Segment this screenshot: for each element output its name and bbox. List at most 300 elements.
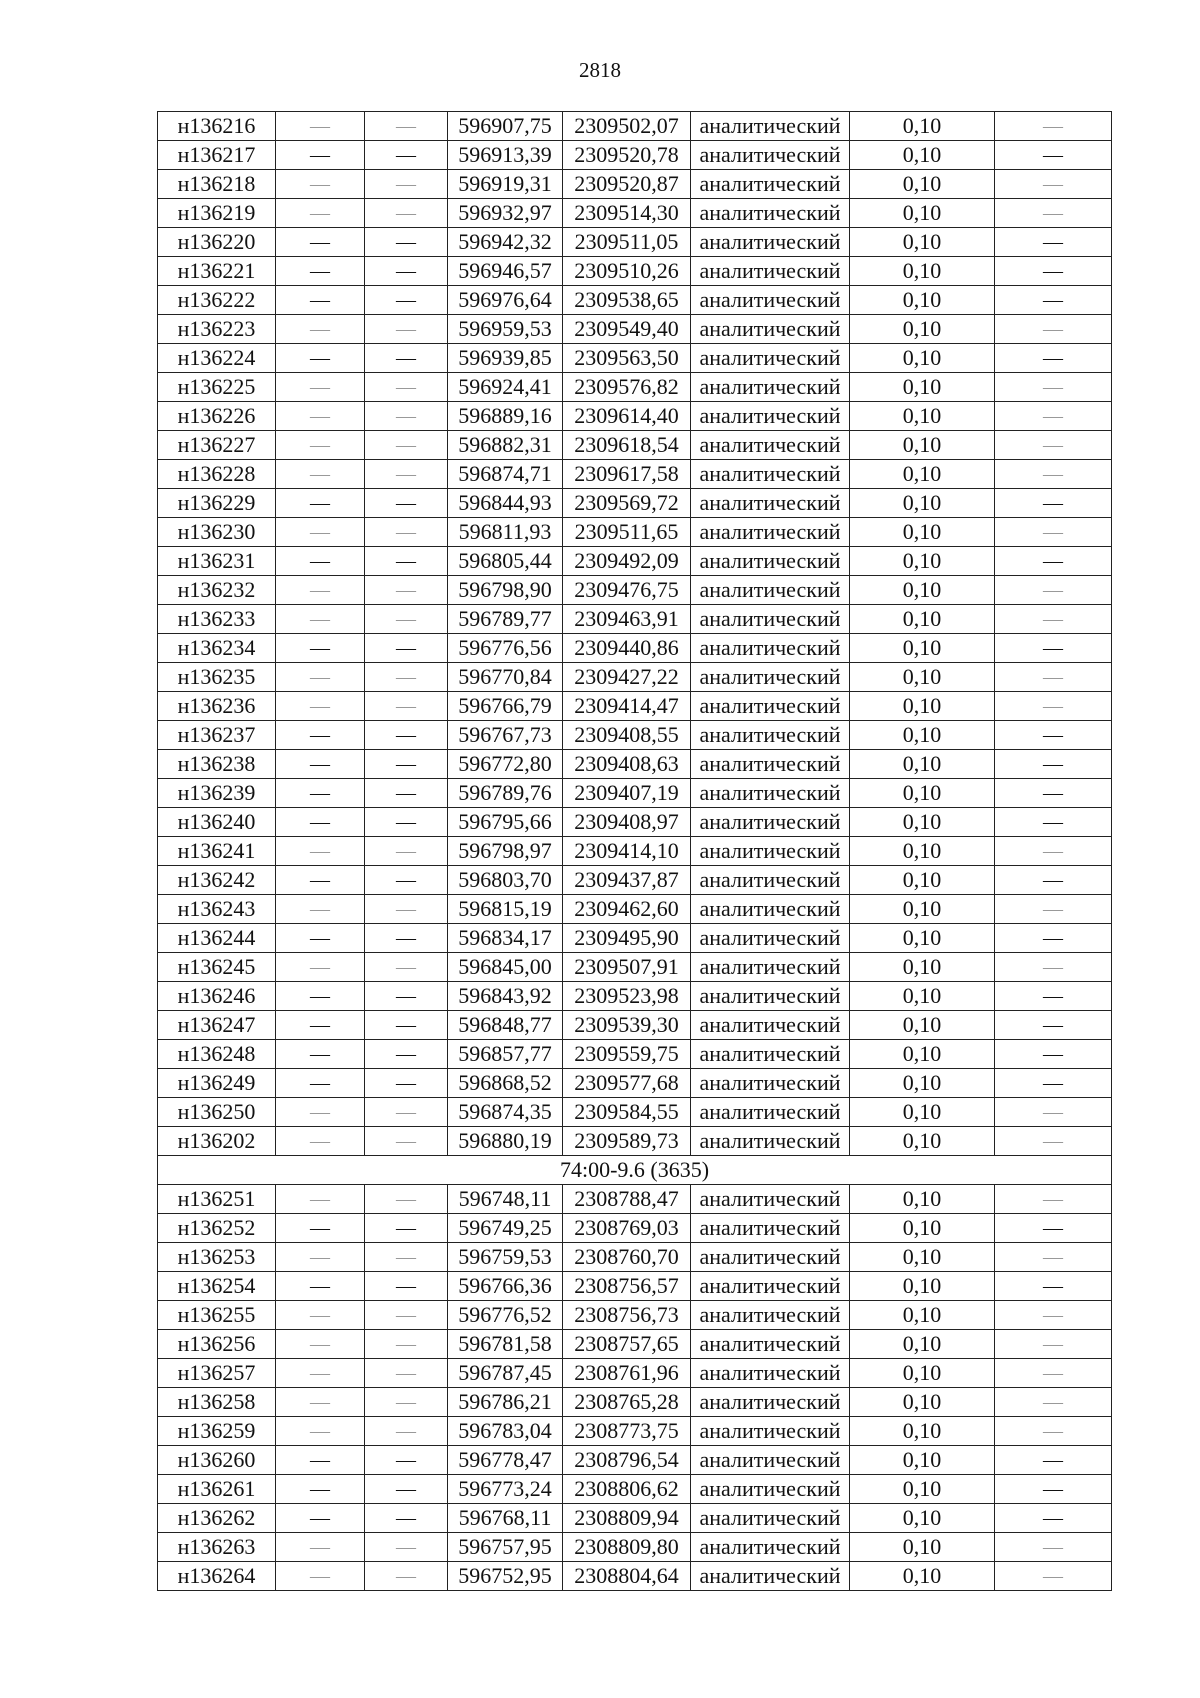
x-coordinate-cell: 596874,35 <box>448 1098 563 1127</box>
dash-cell: — <box>276 1388 365 1417</box>
dash-cell: — <box>276 170 365 199</box>
y-coordinate-cell: 2309569,72 <box>563 489 691 518</box>
dash-cell: — <box>365 1098 448 1127</box>
error-cell: 0,10 <box>850 721 995 750</box>
dash-cell: — <box>276 257 365 286</box>
dash-cell: — <box>995 1214 1112 1243</box>
point-cell: н136259 <box>158 1417 276 1446</box>
table-row <box>158 431 1112 460</box>
x-coordinate-cell: 596773,24 <box>448 1475 563 1504</box>
dash-cell: — <box>276 924 365 953</box>
dash-cell: — <box>365 808 448 837</box>
error-cell: 0,10 <box>850 141 995 170</box>
point-cell: н136257 <box>158 1359 276 1388</box>
method-cell: аналитический <box>691 1272 850 1301</box>
point-cell: н136240 <box>158 808 276 837</box>
dash-cell: — <box>365 721 448 750</box>
dash-cell: — <box>995 228 1112 257</box>
x-coordinate-cell: 596766,36 <box>448 1272 563 1301</box>
error-cell: 0,10 <box>850 866 995 895</box>
method-cell: аналитический <box>691 286 850 315</box>
table-row <box>158 1533 1112 1562</box>
point-cell: н136237 <box>158 721 276 750</box>
dash-cell: — <box>365 228 448 257</box>
table-row <box>158 1388 1112 1417</box>
dash-cell: — <box>276 1475 365 1504</box>
method-cell: аналитический <box>691 1301 850 1330</box>
error-cell: 0,10 <box>850 315 995 344</box>
section-heading-row <box>158 1156 1112 1185</box>
error-cell: 0,10 <box>850 634 995 663</box>
table-row <box>158 808 1112 837</box>
dash-cell: — <box>365 402 448 431</box>
dash-cell: — <box>995 605 1112 634</box>
dash-cell: — <box>995 1272 1112 1301</box>
dash-cell: — <box>276 692 365 721</box>
x-coordinate-cell: 596781,58 <box>448 1330 563 1359</box>
dash-cell: — <box>995 547 1112 576</box>
method-cell: аналитический <box>691 547 850 576</box>
x-coordinate-cell: 596815,19 <box>448 895 563 924</box>
y-coordinate-cell: 2309584,55 <box>563 1098 691 1127</box>
dash-cell: — <box>995 373 1112 402</box>
error-cell: 0,10 <box>850 402 995 431</box>
x-coordinate-cell: 596795,66 <box>448 808 563 837</box>
table-row <box>158 1069 1112 1098</box>
dash-cell: — <box>995 866 1112 895</box>
error-cell: 0,10 <box>850 170 995 199</box>
method-cell: аналитический <box>691 315 850 344</box>
dash-cell: — <box>276 1446 365 1475</box>
error-cell: 0,10 <box>850 1214 995 1243</box>
x-coordinate-cell: 596845,00 <box>448 953 563 982</box>
method-cell: аналитический <box>691 1417 850 1446</box>
dash-cell: — <box>995 1243 1112 1272</box>
dash-cell: — <box>276 779 365 808</box>
y-coordinate-cell: 2308804,64 <box>563 1562 691 1591</box>
error-cell: 0,10 <box>850 1533 995 1562</box>
y-coordinate-cell: 2309511,65 <box>563 518 691 547</box>
error-cell: 0,10 <box>850 605 995 634</box>
method-cell: аналитический <box>691 170 850 199</box>
error-cell: 0,10 <box>850 518 995 547</box>
dash-cell: — <box>365 924 448 953</box>
table-row <box>158 895 1112 924</box>
point-cell: н136262 <box>158 1504 276 1533</box>
error-cell: 0,10 <box>850 663 995 692</box>
y-coordinate-cell: 2309614,40 <box>563 402 691 431</box>
dash-cell: — <box>365 1185 448 1214</box>
dash-cell: — <box>276 837 365 866</box>
table-row <box>158 982 1112 1011</box>
dash-cell: — <box>365 1214 448 1243</box>
dash-cell: — <box>365 315 448 344</box>
y-coordinate-cell: 2308796,54 <box>563 1446 691 1475</box>
dash-cell: — <box>995 721 1112 750</box>
y-coordinate-cell: 2309414,47 <box>563 692 691 721</box>
dash-cell: — <box>995 257 1112 286</box>
point-cell: н136256 <box>158 1330 276 1359</box>
point-cell: н136242 <box>158 866 276 895</box>
y-coordinate-cell: 2308809,80 <box>563 1533 691 1562</box>
dash-cell: — <box>995 953 1112 982</box>
y-coordinate-cell: 2309563,50 <box>563 344 691 373</box>
table-row <box>158 1040 1112 1069</box>
error-cell: 0,10 <box>850 1272 995 1301</box>
error-cell: 0,10 <box>850 1185 995 1214</box>
x-coordinate-cell: 596880,19 <box>448 1127 563 1156</box>
dash-cell: — <box>276 634 365 663</box>
point-cell: н136247 <box>158 1011 276 1040</box>
method-cell: аналитический <box>691 663 850 692</box>
table-row <box>158 373 1112 402</box>
error-cell: 0,10 <box>850 489 995 518</box>
method-cell: аналитический <box>691 112 850 141</box>
method-cell: аналитический <box>691 257 850 286</box>
dash-cell: — <box>995 1417 1112 1446</box>
y-coordinate-cell: 2309514,30 <box>563 199 691 228</box>
method-cell: аналитический <box>691 1504 850 1533</box>
table-row <box>158 1243 1112 1272</box>
dash-cell: — <box>276 576 365 605</box>
x-coordinate-cell: 596803,70 <box>448 866 563 895</box>
y-coordinate-cell: 2309440,86 <box>563 634 691 663</box>
y-coordinate-cell: 2309407,19 <box>563 779 691 808</box>
error-cell: 0,10 <box>850 1504 995 1533</box>
table-row <box>158 1301 1112 1330</box>
method-cell: аналитический <box>691 141 850 170</box>
table-row <box>158 518 1112 547</box>
dash-cell: — <box>365 1011 448 1040</box>
error-cell: 0,10 <box>850 1040 995 1069</box>
y-coordinate-cell: 2309589,73 <box>563 1127 691 1156</box>
y-coordinate-cell: 2309476,75 <box>563 576 691 605</box>
x-coordinate-cell: 596767,73 <box>448 721 563 750</box>
table-row <box>158 837 1112 866</box>
dash-cell: — <box>276 1243 365 1272</box>
point-cell: н136253 <box>158 1243 276 1272</box>
dash-cell: — <box>995 1011 1112 1040</box>
dash-cell: — <box>995 344 1112 373</box>
table-row <box>158 315 1112 344</box>
method-cell: аналитический <box>691 1359 850 1388</box>
dash-cell: — <box>276 1272 365 1301</box>
method-cell: аналитический <box>691 518 850 547</box>
table-body <box>158 112 1112 1591</box>
y-coordinate-cell: 2309414,10 <box>563 837 691 866</box>
y-coordinate-cell: 2309462,60 <box>563 895 691 924</box>
dash-cell: — <box>995 750 1112 779</box>
dash-cell: — <box>365 895 448 924</box>
method-cell: аналитический <box>691 402 850 431</box>
dash-cell: — <box>995 1504 1112 1533</box>
method-cell: аналитический <box>691 866 850 895</box>
dash-cell: — <box>365 1446 448 1475</box>
dash-cell: — <box>276 112 365 141</box>
x-coordinate-cell: 596932,97 <box>448 199 563 228</box>
error-cell: 0,10 <box>850 837 995 866</box>
point-cell: н136239 <box>158 779 276 808</box>
dash-cell: — <box>365 1417 448 1446</box>
table-row <box>158 1330 1112 1359</box>
y-coordinate-cell: 2309510,26 <box>563 257 691 286</box>
dash-cell: — <box>365 866 448 895</box>
error-cell: 0,10 <box>850 199 995 228</box>
x-coordinate-cell: 596913,39 <box>448 141 563 170</box>
dash-cell: — <box>365 170 448 199</box>
y-coordinate-cell: 2309559,75 <box>563 1040 691 1069</box>
dash-cell: — <box>276 1359 365 1388</box>
y-coordinate-cell: 2309577,68 <box>563 1069 691 1098</box>
table-row <box>158 1417 1112 1446</box>
x-coordinate-cell: 596798,97 <box>448 837 563 866</box>
dash-cell: — <box>995 1069 1112 1098</box>
dash-cell: — <box>995 692 1112 721</box>
dash-cell: — <box>995 518 1112 547</box>
y-coordinate-cell: 2309523,98 <box>563 982 691 1011</box>
dash-cell: — <box>276 1098 365 1127</box>
method-cell: аналитический <box>691 808 850 837</box>
table-row <box>158 1359 1112 1388</box>
dash-cell: — <box>365 605 448 634</box>
dash-cell: — <box>365 1562 448 1591</box>
method-cell: аналитический <box>691 228 850 257</box>
point-cell: н136202 <box>158 1127 276 1156</box>
dash-cell: — <box>995 663 1112 692</box>
dash-cell: — <box>365 286 448 315</box>
x-coordinate-cell: 596776,52 <box>448 1301 563 1330</box>
dash-cell: — <box>995 634 1112 663</box>
dash-cell: — <box>365 460 448 489</box>
dash-cell: — <box>365 750 448 779</box>
table-row <box>158 576 1112 605</box>
dash-cell: — <box>276 866 365 895</box>
dash-cell: — <box>276 1011 365 1040</box>
error-cell: 0,10 <box>850 924 995 953</box>
dash-cell: — <box>276 344 365 373</box>
table-row <box>158 750 1112 779</box>
dash-cell: — <box>995 1098 1112 1127</box>
method-cell: аналитический <box>691 779 850 808</box>
error-cell: 0,10 <box>850 286 995 315</box>
method-cell: аналитический <box>691 431 850 460</box>
table-row <box>158 634 1112 663</box>
dash-cell: — <box>365 344 448 373</box>
method-cell: аналитический <box>691 634 850 663</box>
method-cell: аналитический <box>691 953 850 982</box>
dash-cell: — <box>995 576 1112 605</box>
dash-cell: — <box>995 199 1112 228</box>
y-coordinate-cell: 2309463,91 <box>563 605 691 634</box>
dash-cell: — <box>995 1533 1112 1562</box>
dash-cell: — <box>365 779 448 808</box>
dash-cell: — <box>995 286 1112 315</box>
point-cell: н136221 <box>158 257 276 286</box>
point-cell: н136255 <box>158 1301 276 1330</box>
table-row <box>158 1011 1112 1040</box>
x-coordinate-cell: 596919,31 <box>448 170 563 199</box>
table-row <box>158 460 1112 489</box>
point-cell: н136254 <box>158 1272 276 1301</box>
y-coordinate-cell: 2309507,91 <box>563 953 691 982</box>
dash-cell: — <box>995 141 1112 170</box>
error-cell: 0,10 <box>850 1127 995 1156</box>
point-cell: н136216 <box>158 112 276 141</box>
dash-cell: — <box>365 1533 448 1562</box>
error-cell: 0,10 <box>850 1243 995 1272</box>
y-coordinate-cell: 2309427,22 <box>563 663 691 692</box>
dash-cell: — <box>995 460 1112 489</box>
dash-cell: — <box>276 518 365 547</box>
dash-cell: — <box>276 373 365 402</box>
point-cell: н136226 <box>158 402 276 431</box>
error-cell: 0,10 <box>850 1417 995 1446</box>
dash-cell: — <box>995 315 1112 344</box>
x-coordinate-cell: 596907,75 <box>448 112 563 141</box>
y-coordinate-cell: 2309520,78 <box>563 141 691 170</box>
x-coordinate-cell: 596757,95 <box>448 1533 563 1562</box>
point-cell: н136235 <box>158 663 276 692</box>
point-cell: н136243 <box>158 895 276 924</box>
point-cell: н136229 <box>158 489 276 518</box>
method-cell: аналитический <box>691 1098 850 1127</box>
point-cell: н136252 <box>158 1214 276 1243</box>
table-row <box>158 1562 1112 1591</box>
x-coordinate-cell: 596857,77 <box>448 1040 563 1069</box>
dash-cell: — <box>365 1243 448 1272</box>
error-cell: 0,10 <box>850 953 995 982</box>
y-coordinate-cell: 2308809,94 <box>563 1504 691 1533</box>
method-cell: аналитический <box>691 460 850 489</box>
table-row <box>158 924 1112 953</box>
error-cell: 0,10 <box>850 1098 995 1127</box>
table-row <box>158 402 1112 431</box>
dash-cell: — <box>365 953 448 982</box>
dash-cell: — <box>365 1040 448 1069</box>
y-coordinate-cell: 2309618,54 <box>563 431 691 460</box>
dash-cell: — <box>365 663 448 692</box>
point-cell: н136249 <box>158 1069 276 1098</box>
y-coordinate-cell: 2309408,55 <box>563 721 691 750</box>
x-coordinate-cell: 596766,79 <box>448 692 563 721</box>
error-cell: 0,10 <box>850 1388 995 1417</box>
error-cell: 0,10 <box>850 1359 995 1388</box>
error-cell: 0,10 <box>850 547 995 576</box>
y-coordinate-cell: 2308760,70 <box>563 1243 691 1272</box>
dash-cell: — <box>276 460 365 489</box>
x-coordinate-cell: 596811,93 <box>448 518 563 547</box>
table-row <box>158 257 1112 286</box>
y-coordinate-cell: 2308756,57 <box>563 1272 691 1301</box>
dash-cell: — <box>276 286 365 315</box>
dash-cell: — <box>365 1388 448 1417</box>
error-cell: 0,10 <box>850 1069 995 1098</box>
dash-cell: — <box>276 547 365 576</box>
x-coordinate-cell: 596752,95 <box>448 1562 563 1591</box>
y-coordinate-cell: 2309549,40 <box>563 315 691 344</box>
table-row <box>158 1272 1112 1301</box>
error-cell: 0,10 <box>850 257 995 286</box>
dash-cell: — <box>365 1127 448 1156</box>
table-row <box>158 170 1112 199</box>
dash-cell: — <box>995 924 1112 953</box>
method-cell: аналитический <box>691 1127 850 1156</box>
error-cell: 0,10 <box>850 982 995 1011</box>
y-coordinate-cell: 2309617,58 <box>563 460 691 489</box>
table-row <box>158 953 1112 982</box>
error-cell: 0,10 <box>850 431 995 460</box>
y-coordinate-cell: 2308806,62 <box>563 1475 691 1504</box>
point-cell: н136225 <box>158 373 276 402</box>
dash-cell: — <box>276 1330 365 1359</box>
x-coordinate-cell: 596770,84 <box>448 663 563 692</box>
x-coordinate-cell: 596889,16 <box>448 402 563 431</box>
y-coordinate-cell: 2309502,07 <box>563 112 691 141</box>
method-cell: аналитический <box>691 1214 850 1243</box>
dash-cell: — <box>365 1272 448 1301</box>
point-cell: н136224 <box>158 344 276 373</box>
point-cell: н136220 <box>158 228 276 257</box>
error-cell: 0,10 <box>850 895 995 924</box>
dash-cell: — <box>276 808 365 837</box>
table-row <box>158 1127 1112 1156</box>
method-cell: аналитический <box>691 750 850 779</box>
table-row <box>158 1098 1112 1127</box>
dash-cell: — <box>276 1127 365 1156</box>
dash-cell: — <box>995 1388 1112 1417</box>
dash-cell: — <box>276 1214 365 1243</box>
dash-cell: — <box>995 431 1112 460</box>
y-coordinate-cell: 2308765,28 <box>563 1388 691 1417</box>
dash-cell: — <box>365 112 448 141</box>
dash-cell: — <box>995 112 1112 141</box>
dash-cell: — <box>276 1562 365 1591</box>
y-coordinate-cell: 2309437,87 <box>563 866 691 895</box>
x-coordinate-cell: 596776,56 <box>448 634 563 663</box>
method-cell: аналитический <box>691 1011 850 1040</box>
x-coordinate-cell: 596805,44 <box>448 547 563 576</box>
error-cell: 0,10 <box>850 692 995 721</box>
x-coordinate-cell: 596786,21 <box>448 1388 563 1417</box>
y-coordinate-cell: 2308761,96 <box>563 1359 691 1388</box>
dash-cell: — <box>365 489 448 518</box>
point-cell: н136230 <box>158 518 276 547</box>
dash-cell: — <box>276 1040 365 1069</box>
table-row <box>158 692 1112 721</box>
point-cell: н136227 <box>158 431 276 460</box>
dash-cell: — <box>276 663 365 692</box>
point-cell: н136219 <box>158 199 276 228</box>
dash-cell: — <box>995 1359 1112 1388</box>
dash-cell: — <box>995 402 1112 431</box>
error-cell: 0,10 <box>850 460 995 489</box>
dash-cell: — <box>276 489 365 518</box>
x-coordinate-cell: 596834,17 <box>448 924 563 953</box>
dash-cell: — <box>365 1301 448 1330</box>
table-row <box>158 605 1112 634</box>
table-row <box>158 663 1112 692</box>
error-cell: 0,10 <box>850 112 995 141</box>
error-cell: 0,10 <box>850 1562 995 1591</box>
y-coordinate-cell: 2308756,73 <box>563 1301 691 1330</box>
dash-cell: — <box>995 1562 1112 1591</box>
point-cell: н136218 <box>158 170 276 199</box>
x-coordinate-cell: 596772,80 <box>448 750 563 779</box>
method-cell: аналитический <box>691 1040 850 1069</box>
dash-cell: — <box>276 1504 365 1533</box>
error-cell: 0,10 <box>850 1301 995 1330</box>
method-cell: аналитический <box>691 576 850 605</box>
